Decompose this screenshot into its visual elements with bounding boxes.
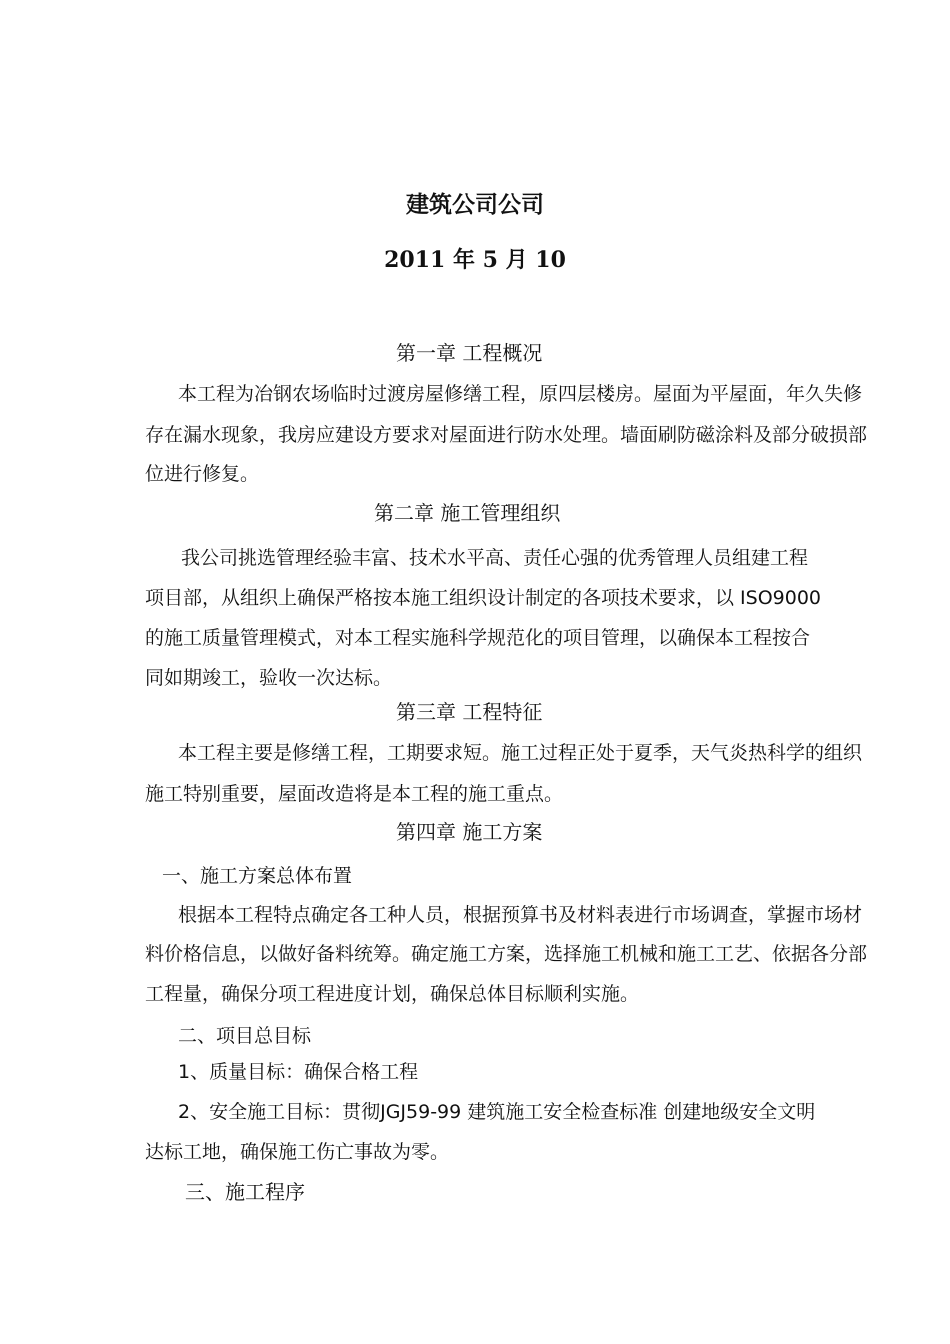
chapter-2-line-1: 我公司挑选管理经验丰富、技术水平高、责任心强的优秀管理人员组建工程 <box>181 547 809 569</box>
goal-safety-line-1: 2、安全施工目标：贯彻JGJ59-99 建筑施工安全检查标准 创建地级安全文明 <box>178 1101 816 1123</box>
chapter-1-title: 第一章 工程概况 <box>396 341 543 365</box>
chapter-2-line-3: 的施工质量管理模式，对本工程实施科学规范化的项目管理，以确保本工程按合 <box>145 627 811 649</box>
chapter-1-line-2: 存在漏水现象，我房应建设方要求对屋面进行防水处理。墙面刷防磁涂料及部分破损部 <box>145 424 868 446</box>
chapter-3-line-2: 施工特别重要，屋面改造将是本工程的施工重点。 <box>145 783 564 805</box>
goal-quality: 1、质量目标：确保合格工程 <box>178 1061 419 1083</box>
company-title: 建筑公司公司 <box>406 192 544 218</box>
section-1-line-3: 工程量，确保分项工程进度计划，确保总体目标顺利实施。 <box>145 983 640 1005</box>
section-2-title: 二、项目总目标 <box>178 1025 312 1047</box>
chapter-2-line-4: 同如期竣工，验收一次达标。 <box>145 667 393 689</box>
chapter-1-line-1: 本工程为冶钢农场临时过渡房屋修缮工程，原四层楼房。屋面为平屋面，年久失修 <box>178 383 863 405</box>
document-date: 2011 年 5 月 10 <box>384 247 566 273</box>
chapter-2-line-2: 项目部，从组织上确保严格按本施工组织设计制定的各项技术要求，以 ISO9000 <box>145 587 822 609</box>
section-1-line-1: 根据本工程特点确定各工种人员，根据预算书及材料表进行市场调查，掌握市场材 <box>178 904 863 926</box>
section-1-title: 一、施工方案总体布置 <box>162 865 353 887</box>
section-1-line-2: 料价格信息，以做好备料统筹。确定施工方案，选择施工机械和施工工艺、依据各分部 <box>145 943 868 965</box>
chapter-3-title: 第三章 工程特征 <box>396 700 543 724</box>
goal-safety-line-2: 达标工地，确保施工伤亡事故为零。 <box>145 1141 450 1163</box>
chapter-3-line-1: 本工程主要是修缮工程，工期要求短。施工过程正处于夏季，天气炎热科学的组织 <box>178 742 863 764</box>
section-3-title: 三、施工程序 <box>185 1180 305 1204</box>
chapter-4-title: 第四章 施工方案 <box>396 820 543 844</box>
chapter-1-line-3: 位进行修复。 <box>145 463 260 485</box>
chapter-2-title: 第二章 施工管理组织 <box>374 501 561 525</box>
